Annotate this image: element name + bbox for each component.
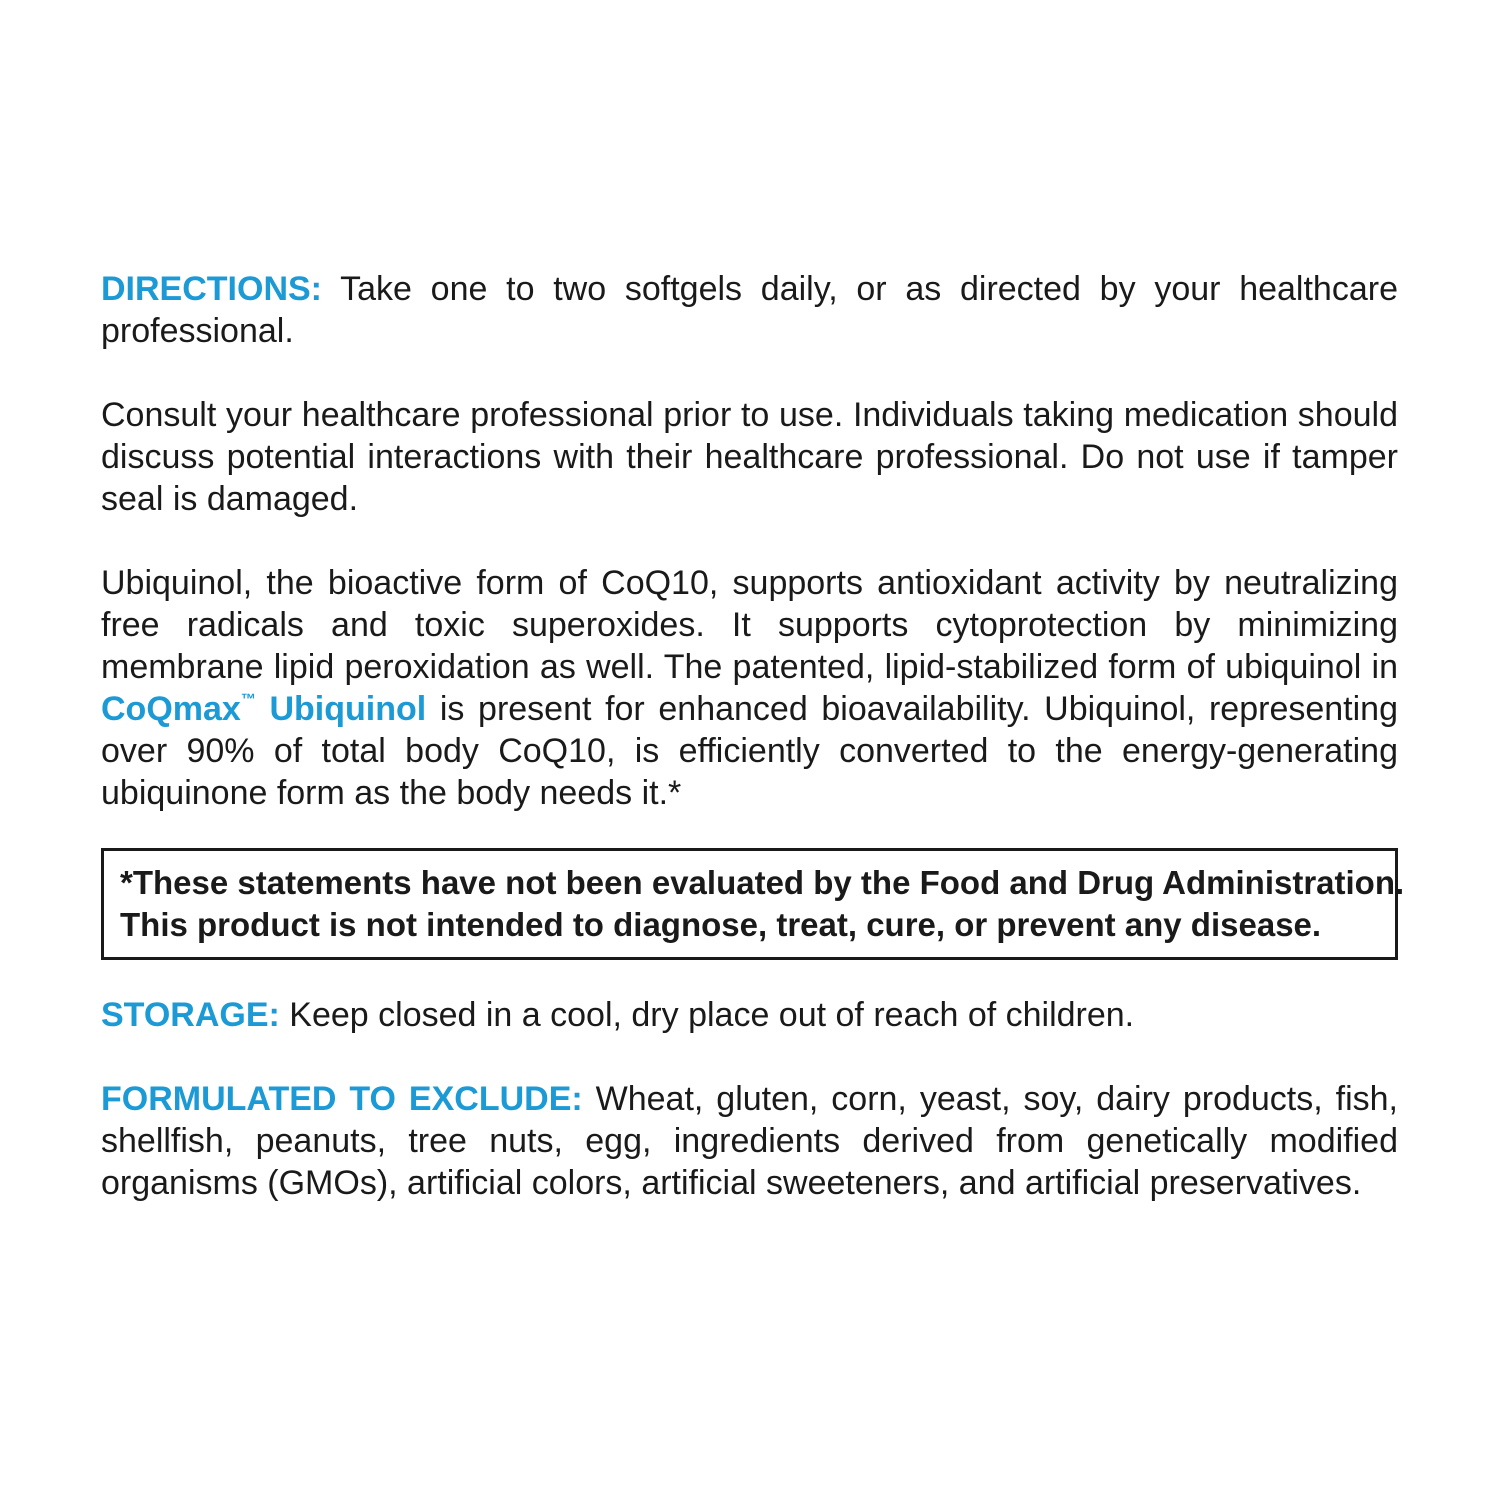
description-text-after: is present for enhanced bioavailability. Ubiquinol, representing over 90% of total body CoQ10, is efficiently converted to the energy-generating ubiquinone form as the body needs it.* bbox=[101, 690, 1398, 812]
disclaimer-line-2: This product is not intended to diagnose, treat, cure, or prevent any disease. bbox=[120, 906, 1322, 943]
description-text-before: Ubiquinol, the bioactive form of CoQ10, supports antioxidant activity by neutralizing free radicals and toxic superoxides. It supports cytoprotection by minimizing membrane lipid peroxidation as well. The patented, lipid-stabilized form of ubiquinol in bbox=[101, 564, 1398, 686]
brand-product: Ubiquinol bbox=[269, 690, 427, 728]
directions-text: Take one to two softgels daily, or as directed by your healthcare professional. bbox=[101, 270, 1398, 350]
description-paragraph bbox=[101, 562, 1398, 814]
trademark-symbol: ™ bbox=[240, 691, 256, 708]
spacer bbox=[101, 1036, 1398, 1078]
disclaimer-line-1: *These statements have not been evaluated by the Food and Drug Administration. bbox=[120, 864, 1405, 901]
consult-paragraph: Consult your healthcare professional prior to use. Individuals taking medication should discuss potential interactions with their healthcare professional. Do not use if tamper seal is damaged. bbox=[101, 396, 1398, 518]
brand-name: CoQmax bbox=[101, 690, 241, 728]
storage-paragraph bbox=[101, 994, 1398, 1036]
label-panel bbox=[101, 268, 1405, 1204]
fda-disclaimer-box bbox=[101, 848, 1405, 960]
exclusions-paragraph bbox=[101, 1078, 1398, 1204]
directions-heading: DIRECTIONS: bbox=[101, 270, 322, 308]
spacer bbox=[101, 814, 1398, 848]
exclusions-heading: FORMULATED TO EXCLUDE: bbox=[101, 1080, 583, 1118]
storage-heading: STORAGE: bbox=[101, 996, 280, 1034]
spacer bbox=[101, 960, 1398, 994]
directions-paragraph bbox=[101, 268, 1398, 352]
spacer bbox=[101, 520, 1398, 562]
exclusions-text: Wheat, gluten, corn, yeast, soy, dairy products, fish, shellfish, peanuts, tree nuts, egg, ingredients derived from genetically modified organisms (GMOs), artificial colors, artificial sweeteners, and artificial preservatives. bbox=[101, 1080, 1398, 1202]
storage-text: Keep closed in a cool, dry place out of reach of children. bbox=[279, 996, 1135, 1034]
spacer bbox=[101, 352, 1398, 394]
